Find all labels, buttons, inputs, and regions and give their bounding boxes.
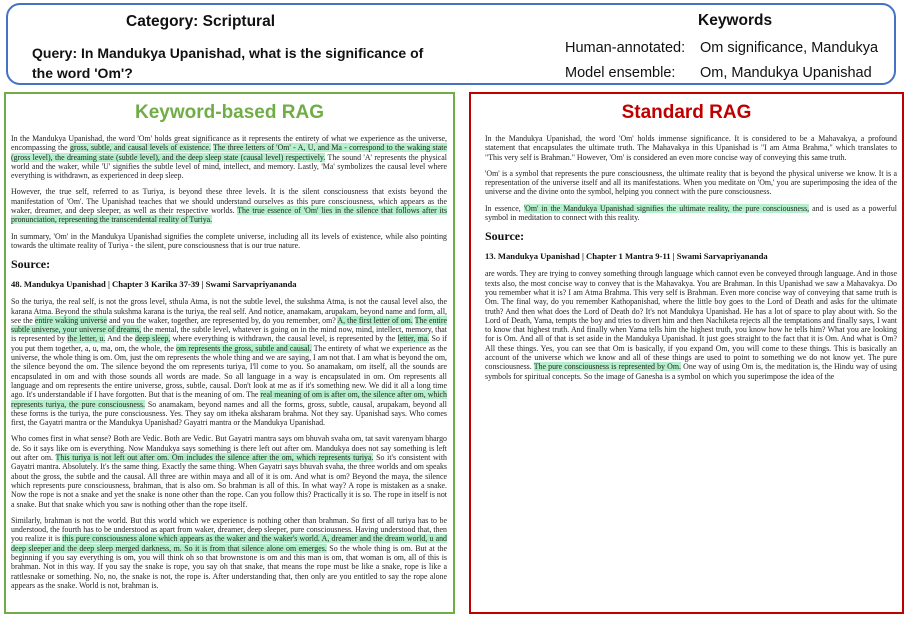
keyword-rag-source-title: 48. Mandukya Upanishad | Chapter 3 Karika 37-39 | Swami Sarvapriyananda <box>11 279 297 290</box>
keyword-rag-source-heading: Source: <box>11 257 51 272</box>
paragraph <box>485 269 897 381</box>
highlighted-text: the letter, u. <box>67 334 106 344</box>
text-segment: Similarly, brahman is not the world. But this world which we experience is nothing other than brahman. So first of all turiya has to be understood, the fourth has to be understood as apart from waker, dreamer, deep sleeper, pure consciousness. Having understood that, then you realize it is <box>11 515 447 544</box>
text-segment: 'Om' is a symbol that represents the pure consciousness, the ultimate reality that is beyond the physical universe we know. It is a representation of the universe itself and all its manifestations. When you meditate on 'Om,' you are superimposing the idea of the universe and the divine onto the symbol, helping you connect with the pure consciousness. <box>485 168 897 197</box>
text-segment: Who comes first in what sense? Both are Vedic. Both are Vedic. But Gayatri mantra says om bhuvah svaha om, tat savit varenyam bhargo de. So it says like om is everything. Now Mandukya says something is there left out after om. Mandukya does not say something is left out after om. <box>11 434 447 463</box>
text-segment: and is used as a powerful symbol in meditation to connect with this reality. <box>485 203 897 223</box>
standard-rag-body <box>485 134 897 610</box>
paragraph <box>11 187 447 224</box>
text-segment: where everything is withdrawn, the causal level, is represented by the <box>170 334 398 344</box>
text-segment: and you the waker, together, are represented by, do you remember, om? <box>107 315 338 325</box>
highlighted-text: this pure consciousness alone which appears as the waker and the waker's world. A, dreamer and the dream world, u and deep sleeper and the deep sleep merged darkness, m. So it is from that silence alone om emerges. <box>11 534 447 553</box>
highlighted-text: om represents the gross, subtle and causal. <box>176 343 312 353</box>
highlighted-text: real meaning of om is after om, the silence after om, which represents turiya, the pure consciousness. <box>11 390 447 409</box>
highlighted-text: The true essence of 'Om' lies in the silence that follows after its pronunciation, representing the transcendental reality of Turiya. <box>11 206 447 225</box>
paragraph <box>11 297 447 427</box>
text-segment: However, the true self, referred to as Turiya, is beyond these three levels. It is the silent consciousness that exists beyond the manifestation of 'Om'. The Upanishad teaches that we should understand ourselves as this pure consciousness, which appears as the waker, dreamer, and deep sleeper, as well as their respective worlds. <box>11 187 447 216</box>
keyword-rag-body <box>11 134 447 610</box>
highlighted-text: The entire subtle universe, your universe of dreams, <box>11 315 447 335</box>
highlighted-text: The three letters of 'Om' - A, U, and Ma - correspond to the waking state (gross level), the dreaming state (subtle level), and the deep sleep state (causal level) respectively. <box>11 143 447 162</box>
keyword-rag-title: Keyword-based RAG <box>135 102 324 123</box>
text-segment: In essence, <box>485 203 524 213</box>
query-text: Query: In Mandukya Upanishad, what is the significance of the word 'Om'? <box>32 45 424 81</box>
keywords-title: Keywords <box>698 12 773 29</box>
text-segment: So the whole thing is om. But at the beginning if you say everything is om, you will think oh so that brownstone is om and this man is om, that woman is om, all of this is brahman. Not in this way. If you say the snake is rope, you say oh that snake, that means the rope must be like a snake, rope is like a rattlesnake or something. No, no, the snake is not, the rope is. After understanding that, then only are you entitled to say the rope alone appears as the snake. World is not, brahman is. <box>11 543 447 590</box>
text-segment: In summary, 'Om' in the Mandukya Upanishad signifies the complete universe, including all its levels of existence, while also pointing towards the ultimate reality of Turiya - the silent, pure consciousness that is our true nature. <box>11 231 447 250</box>
model-ensemble-label: Model ensemble: <box>565 65 676 81</box>
paragraph <box>485 204 897 223</box>
keyword-rag-answer <box>11 134 447 250</box>
paragraph <box>11 134 447 180</box>
standard-rag-source-heading: Source: <box>485 229 525 244</box>
model-ensemble-keywords: Om, Mandukya Upanishad <box>700 65 872 81</box>
highlighted-text: 'Om' in the Mandukya Upanishad signifies the ultimate reality, the pure consciousness, <box>523 203 810 213</box>
highlighted-text: This turiya is not left out after om. Om includes the silence after the om, which represents turiya. <box>55 453 374 463</box>
paragraph <box>485 134 897 162</box>
paragraph <box>11 232 447 251</box>
keyword-rag-panel <box>4 92 455 614</box>
query-header-box <box>6 3 896 85</box>
paragraph <box>485 169 897 197</box>
text-segment: So it's consistent with Gayatri mantra. Absolutely. It's the same thing. Exactly the same thing. When Gayatri says bhuvah svaha, the three worlds and om speaks about the gross, the subtle and the causal. All three are within maya and all of it is om. And what is om? Beyond the maya, the silence which represents pure consciousness, brahman, that is also om. So brahman is all of this. In what way? A rope is mistaken as a snake. Now the rope is not a snake and yet the snake is none other than the rope. Can you follow this? Practically it is so. The rope in itself is not a snake. But that snake which you saw is nothing other than the rope itself. <box>11 453 447 509</box>
standard-rag-source-text <box>485 269 897 381</box>
category-title: Category: Scriptural <box>126 13 276 30</box>
standard-rag-title: Standard RAG <box>621 102 752 123</box>
human-annotated-label: Human-annotated: <box>565 40 686 56</box>
text-segment: One way of using Om is, the meditation is, the Hindu way of using symbols for spiritual concepts. So the image of Ganesha is a symbol on which you superimpose the idea of the <box>485 362 897 381</box>
text-segment: The sound 'A' represents the physical world and the waker, while 'U' signifies the subtle level of mind, intellect, and memory. Lastly, 'Ma' symbolizes the causal level where everything is withdrawn, as experienced in deep sleep. <box>11 152 447 181</box>
standard-rag-answer <box>485 134 897 222</box>
text-segment: And the <box>105 334 135 344</box>
text-segment: So the turiya, the real self, is not the gross level, sthula Atma, is not the subtle level, the sukshma Atma, is not the causal level also, the karana Atma. Beyond the sthula sukshma karana is the turiya, the real self. And notice, anamakam, arupakam, beyond name and form, all, see the <box>11 297 447 325</box>
paragraph <box>11 516 447 590</box>
highlighted-text: deep sleep, <box>134 334 171 344</box>
text-segment: In the Mandukya Upanishad, the word 'Om' holds great significance as it represents the entirety of what we experience as the universe, encompassing the <box>11 134 447 153</box>
text-segment: So if you put them together, a, u, ma, om, the whole, the <box>11 334 447 353</box>
standard-rag-source-title: 13. Mandukya Upanishad | Chapter 1 Mantra 9-11 | Swami Sarvapriyananda <box>485 251 768 262</box>
highlighted-text: A, the first letter of om. <box>337 315 413 325</box>
text-segment: So anamakam, beyond names and all the forms, gross, subtle, causal, arupakam, beyond all these forms is the turiya, the pure consciousness. Yes. They say om itheka aksharam brahma. Not they say. Upanishad says. Who comes first, the Gayatri mantra or the Mandukya Upanishad? Gayatri mantra or the Mandukya Upanishad. <box>11 399 447 428</box>
highlighted-text: letter, ma. <box>397 334 430 344</box>
text-segment: the mental, the subtle level, whatever is going on in the mind now, mind, intellect, memory, that is represented by <box>11 325 447 344</box>
human-annotated-keywords: Om significance, Mandukya <box>700 40 879 56</box>
standard-rag-panel <box>469 92 904 614</box>
text-segment: The entirety of what we experience as the universe, the whole thing is om. Om, just the om represents the whole thing and we are saying, I am not that. I am what is beyond the om, the silence beyond the om. The silence beyond the om represents turiya, I'll come to you. So anamakam, om itself, all the sounds are encapsulated in om and with those sounds all words are made. So all language in a way is encapsulated in om. Om represents all language and om represents the entire universe, gross, subtle, causal. Don't look at me as if it's something new. We did it all a long time ago. It's understandable if I have forgotten. But that is the meaning of om. The <box>11 343 447 400</box>
highlighted-text: entire waking universe <box>34 315 108 325</box>
keyword-rag-source-text <box>11 297 447 590</box>
text-segment: In the Mandukya Upanishad, the word 'Om' holds immense significance. It is considered to be a Mahavakya, a profound statement that encapsulates the ultimate truth. The Mahavakya in this Upanishad is "I am Atma Brahma," which translates to "This very self is Brahman." However, 'Om' is considered an even more concise way of conveying this same truth. <box>485 134 897 162</box>
text-segment: are words. They are trying to convey something through language which cannot even be conveyed through language. And in those texts also, the most concise way to convey that is the Mahavakya. You are Brahman. In this Upanishad we saw a Mahavakya. Do you remember what it is? I am Atma Brahma. This very self is Brahman. Even more concise way of conveying that same truth is Om. The final way, do you remember Kathopanishad, where the little boy goes to the Lord of Death and asks for the ultimate truth? And then what does the Lord of Death do? It's not Mandukya Upanishad. He has a lot of space to play about with. So the Lord of Death, Yama, tempts the boy and tries to divert him and then Nachiketa rejects all the temptations and finally says, I want to know that highest truth. And finally when Yama tells him the highest truth, you know how he tells him? What you are looking for is Om. And all of that is set aside in the Mandukya Upanishad. It just goes straight to the fact that it is Om. And what is Om? All these things. Yes, you can see that Om is basically, if you expand Om, you will come to these things. This is basically an account of the universe which we know and all of these things are used to point to something we do not know yet. The pure consciousness. <box>485 269 897 372</box>
highlighted-text: The pure consciousness is represented by Om. <box>533 362 681 372</box>
highlighted-text: gross, subtle, and causal levels of existence. <box>70 143 211 153</box>
paragraph <box>11 434 447 508</box>
